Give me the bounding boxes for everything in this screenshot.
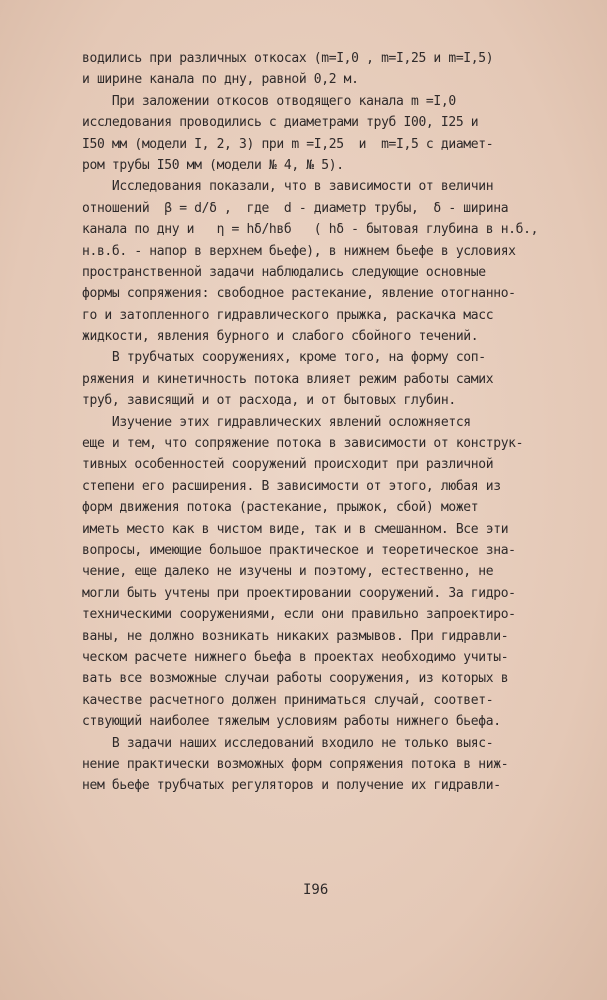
text-line: Исследования показали, что в зависимости от величин	[82, 179, 494, 195]
paragraph	[82, 412, 572, 733]
text-line: формы сопряжения: свободное растекание, явление отогнанно-	[82, 286, 516, 302]
text-line: водились при различных откосах (m=I,0 , m=I,25 и m=I,5)	[82, 51, 494, 66]
text-line: тивных особенностей сооружений происходит при различной	[82, 457, 494, 473]
paragraph	[82, 176, 572, 347]
document-body	[82, 48, 572, 797]
text-line: еще и тем, что сопряжение потока в зависимости от конструк-	[82, 436, 524, 452]
text-line: При заложении откосов отводящего канала m =I,0	[82, 93, 456, 109]
text-line: ваны, не должно возникать никаких размывов. При гидравли-	[82, 628, 509, 644]
text-line: жидкости, явления бурного и слабого сбойного течений.	[82, 329, 479, 345]
text-line: нем бьефе трубчатых регуляторов и получение их гидравли-	[82, 778, 501, 794]
text-line: ром трубы I50 мм (модели № 4, № 5).	[82, 157, 344, 173]
paragraph	[82, 48, 572, 91]
text-line: Изучение этих гидравлических явлений осложняется	[82, 414, 471, 430]
text-line: иметь место как в чистом виде, так и в смешанном. Все эти	[82, 521, 509, 537]
text-line: исследования проводились с диаметрами труб I00, I25 и	[82, 115, 479, 131]
paragraph	[82, 91, 572, 177]
text-line: качестве расчетного должен приниматься случай, соответ-	[82, 692, 494, 708]
text-line: вать все возможные случаи работы сооружения, из которых в	[82, 671, 509, 687]
paragraph	[82, 733, 572, 797]
text-line: ряжения и кинетичность потока влияет режим работы самих	[82, 371, 494, 387]
text-line: труб, зависящий и от расхода, и от бытовых глубин.	[82, 393, 456, 409]
text-line: I50 мм (модели I, 2, 3) при m =I,25 и m=I,5 с диамет-	[82, 136, 494, 152]
text-line: В трубчатых сооружениях, кроме того, на форму соп-	[82, 350, 486, 366]
text-line: форм движения потока (растекание, прыжок, сбой) может	[82, 500, 479, 516]
text-line: нение практически возможных форм сопряжения потока в ниж-	[82, 756, 509, 772]
text-line: степени его расширения. В зависимости от этого, любая из	[82, 478, 501, 494]
text-line: го и затопленного гидравлического прыжка, раскачка масс	[82, 307, 494, 323]
text-line: н.в.б. - напор в верхнем бьефе), в нижнем бьефе в условиях	[82, 243, 516, 259]
text-line: В задачи наших исследований входило не только выяс-	[82, 735, 494, 751]
text-line: чение, еще далеко не изучены и поэтому, естественно, не	[82, 564, 494, 580]
text-line: и ширине канала по дну, равной 0,2 м.	[82, 72, 359, 88]
text-line: техническими сооружениями, если они правильно запроектиро-	[82, 607, 516, 623]
text-line: ческом расчете нижнего бьефа в проектах необходимо учиты-	[82, 649, 509, 665]
text-line: канала по дну и η = hδ/hвб ( hδ - бытовая глубина в н.б.,	[82, 222, 539, 238]
text-line: пространственной задачи наблюдались следующие основные	[82, 264, 486, 280]
page-number: I96	[303, 882, 329, 898]
text-line: могли быть учтены при проектировании сооружений. За гидро-	[82, 585, 516, 601]
text-line: ствующий наиболее тяжелым условиям работы нижнего бьефа.	[82, 714, 501, 730]
text-line: отношений β = d/δ , где d - диаметр трубы, δ - ширина	[82, 200, 509, 216]
paragraph	[82, 347, 572, 411]
text-line: вопросы, имеющие большое практическое и теоретическое зна-	[82, 542, 516, 558]
